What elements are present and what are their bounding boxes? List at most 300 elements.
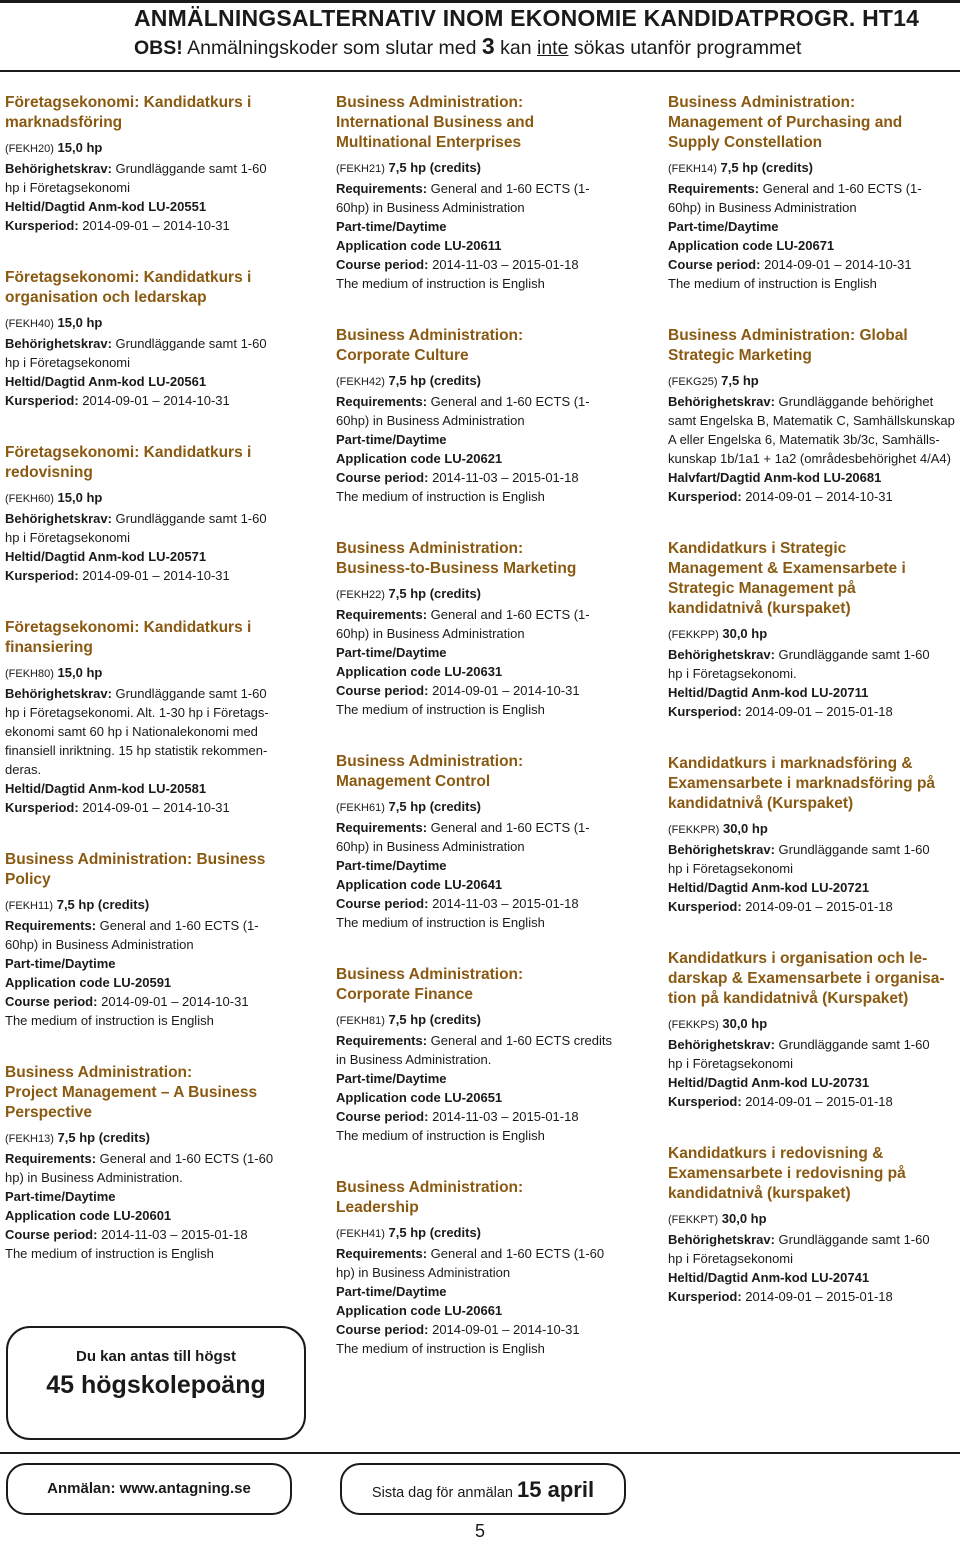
course-entry: [668, 539, 960, 721]
course-detail-line: [336, 449, 636, 468]
course-entry: [5, 268, 305, 410]
detail-key: Kursperiod:: [668, 489, 742, 504]
course-detail-line: [5, 197, 305, 216]
detail-value: Grundläggande samt 1-60: [115, 511, 267, 526]
course-code: (FEKH22): [336, 589, 385, 601]
detail-value: 2014-09-01 – 2015-01-18: [745, 704, 893, 719]
course-code-line: [336, 797, 636, 818]
page-title: ANMÄLNINGSALTERNATIV INOM EKONOMIE KANDIDATPROGR. HT14: [134, 5, 920, 31]
course-heading-line: Business-to-Business Marketing: [336, 560, 577, 577]
detail-key: Requirements:: [336, 1033, 428, 1048]
course-heading-line: International Business and: [336, 114, 535, 131]
course-heading-line: Företagsekonomi: Kandidatkurs i: [5, 444, 252, 461]
course-detail-line: [336, 894, 636, 913]
course-detail-line: [5, 954, 305, 973]
detail-key: Behörighetskrav:: [668, 1232, 775, 1247]
detail-value: 2014-09-01 – 2014-10-31: [82, 568, 230, 583]
course-entry: [668, 1144, 960, 1306]
course-code: (FEKH61): [336, 802, 385, 814]
detail-key: Part-time/Daytime: [336, 858, 447, 873]
course-code-line: [5, 138, 305, 159]
deadline-date: 15 april: [517, 1477, 595, 1502]
course-heading-line: Business Administration: Global: [668, 327, 908, 344]
page-subtitle: [134, 33, 801, 60]
course-entry: [336, 1178, 636, 1358]
course-detail-line: [336, 179, 636, 198]
course-detail-line: [336, 392, 636, 411]
course-heading-line: Företagsekonomi: Kandidatkurs i: [5, 269, 252, 286]
course-code: (FEKH81): [336, 1015, 385, 1027]
detail-key: Kursperiod:: [5, 568, 79, 583]
course-credits: 7,5 hp (credits): [57, 1130, 150, 1145]
course-detail-line: [5, 760, 305, 779]
course-detail-line: [336, 1069, 636, 1088]
course-heading-line: Leadership: [336, 1199, 419, 1216]
detail-key: Heltid/Dagtid Anm-kod LU-20551: [5, 199, 207, 214]
course-detail-line: [668, 683, 960, 702]
course-heading: [336, 539, 636, 579]
detail-value: The medium of instruction is English: [336, 915, 545, 930]
detail-value: hp) in Business Administration: [336, 1265, 511, 1280]
course-detail-line: [668, 236, 960, 255]
course-heading-line: Corporate Finance: [336, 986, 473, 1003]
detail-value: Grundläggande samt 1-60: [778, 842, 930, 857]
course-heading: [5, 618, 305, 658]
page-number: 5: [474, 1521, 485, 1541]
detail-value: General and 1-60 ECTS (1-60: [430, 1246, 605, 1261]
course-detail-line: [5, 547, 305, 566]
course-detail-line: [668, 1230, 960, 1249]
course-detail-line: [336, 468, 636, 487]
apply-link-box: [6, 1463, 292, 1515]
detail-value: 2014-09-01 – 2015-01-18: [745, 899, 893, 914]
detail-value: hp i Företagsekonomi: [5, 530, 131, 545]
detail-key: Course period:: [5, 1227, 98, 1242]
course-detail-line: [336, 1263, 636, 1282]
course-detail-line: [336, 1320, 636, 1339]
detail-key: Part-time/Daytime: [336, 1071, 447, 1086]
course-detail-line: [5, 703, 305, 722]
course-entry: [336, 326, 636, 506]
detail-value: 2014-09-01 – 2014-10-31: [101, 994, 249, 1009]
course-heading-line: Kandidatkurs i redovisning &: [668, 1145, 884, 1162]
course-heading-line: Företagsekonomi: Kandidatkurs i: [5, 94, 252, 111]
detail-key: Kursperiod:: [5, 393, 79, 408]
detail-value: hp i Företagsekonomi.: [668, 666, 797, 681]
detail-value: 2014-09-01 – 2014-10-31: [82, 800, 230, 815]
course-heading-line: Multinational Enterprises: [336, 134, 522, 151]
course-heading-line: Examensarbete i marknadsföring på: [668, 775, 936, 792]
course-code: (FEKH41): [336, 1228, 385, 1240]
course-detail-line: [668, 1249, 960, 1268]
apply-link[interactable]: Anmälan: www.antagning.se: [47, 1480, 251, 1497]
course-detail-line: [5, 353, 305, 372]
course-detail-line: [668, 840, 960, 859]
detail-value: A eller Engelska 6, Matematik 3b/3c, Samhälls-: [668, 432, 940, 447]
course-detail-line: [336, 1107, 636, 1126]
detail-key: Requirements:: [5, 918, 97, 933]
course-heading-line: finansiering: [5, 639, 93, 656]
detail-key: Application code LU-20591: [5, 975, 172, 990]
course-detail-line: [5, 1149, 305, 1168]
course-entry: [336, 965, 636, 1145]
course-heading-line: redovisning: [5, 464, 93, 481]
course-credits: 7,5 hp (credits): [388, 799, 481, 814]
detail-value: 60hp) in Business Administration: [668, 200, 857, 215]
course-detail-line: [5, 1225, 305, 1244]
detail-key: Heltid/Dagtid Anm-kod LU-20571: [5, 549, 207, 564]
course-detail-line: [5, 159, 305, 178]
course-detail-line: [668, 430, 960, 449]
obs-label: OBS!: [134, 37, 183, 59]
course-heading-line: organisation och ledarskap: [5, 289, 207, 306]
course-entry: [5, 850, 305, 1030]
detail-key: Part-time/Daytime: [668, 219, 779, 234]
course-heading-line: Management of Purchasing and: [668, 114, 903, 131]
note-post: sökas utanför programmet: [573, 37, 802, 59]
course-detail-line: [668, 179, 960, 198]
course-detail-line: [336, 856, 636, 875]
detail-key: Course period:: [5, 994, 98, 1009]
course-detail-line: [336, 1244, 636, 1263]
course-entry: [668, 754, 960, 916]
detail-value: 2014-09-01 – 2015-01-18: [745, 1289, 893, 1304]
course-credits: 30,0 hp: [722, 821, 768, 836]
course-credits: 7,5 hp (credits): [388, 586, 481, 601]
detail-value: 60hp) in Business Administration: [336, 200, 525, 215]
course-heading-line: Business Administration:: [5, 1064, 193, 1081]
course-code-line: [668, 624, 960, 645]
course-heading: [5, 268, 305, 308]
course-code-line: [5, 895, 305, 916]
course-heading: [668, 539, 960, 619]
detail-key: Part-time/Daytime: [5, 1189, 116, 1204]
course-detail-line: [5, 779, 305, 798]
detail-key: Requirements:: [336, 607, 428, 622]
course-detail-line: [336, 605, 636, 624]
course-credits: 15,0 hp: [57, 140, 103, 155]
detail-value: hp) in Business Administration.: [5, 1170, 183, 1185]
course-code: (FEKH60): [5, 493, 54, 505]
course-detail-line: [5, 798, 305, 817]
detail-key: Course period:: [336, 1322, 429, 1337]
course-entry: [5, 618, 305, 817]
course-detail-line: [668, 1073, 960, 1092]
course-detail-line: [5, 1244, 305, 1263]
detail-value: in Business Administration.: [336, 1052, 492, 1067]
course-entry: [668, 326, 960, 506]
detail-value: 2014-11-03 – 2015-01-18: [432, 896, 579, 911]
detail-value: hp i Företagsekonomi: [668, 861, 794, 876]
course-code: (FEKKPR): [668, 824, 720, 836]
course-credits: 15,0 hp: [57, 315, 103, 330]
detail-value: 2014-11-03 – 2015-01-18: [101, 1227, 248, 1242]
detail-key: Application code LU-20611: [336, 238, 502, 253]
course-detail-line: [5, 509, 305, 528]
detail-key: Course period:: [336, 257, 429, 272]
course-detail-line: [5, 741, 305, 760]
detail-key: Application code LU-20631: [336, 664, 503, 679]
course-heading: [668, 949, 960, 1009]
detail-key: Behörighetskrav:: [5, 511, 112, 526]
detail-value: Grundläggande samt 1-60: [115, 686, 267, 701]
detail-value: deras.: [5, 762, 42, 777]
course-entry: [668, 949, 960, 1111]
detail-key: Course period:: [336, 1109, 429, 1124]
detail-key: Behörighetskrav:: [668, 394, 775, 409]
course-code: (FEKKPT): [668, 1214, 719, 1226]
course-credits: 30,0 hp: [722, 1016, 768, 1031]
detail-key: Application code LU-20651: [336, 1090, 503, 1105]
course-heading-line: Strategic Management på: [668, 580, 856, 597]
course-heading: [668, 326, 960, 366]
max-credits-line1: Du kan antas till högst: [75, 1348, 237, 1365]
detail-value: Grundläggande samt 1-60: [778, 647, 930, 662]
course-credits: 15,0 hp: [57, 665, 103, 680]
header-rule: [0, 70, 960, 72]
course-heading: [5, 443, 305, 483]
course-detail-line: [5, 178, 305, 197]
course-code: (FEKH14): [668, 163, 717, 175]
detail-value: General and 1-60 ECTS (1-: [762, 181, 922, 196]
detail-key: Kursperiod:: [668, 1094, 742, 1109]
course-code: (FEKH40): [5, 318, 54, 330]
course-entry: [5, 1063, 305, 1263]
course-detail-line: [668, 468, 960, 487]
course-detail-line: [336, 818, 636, 837]
detail-value: General and 1-60 ECTS credits: [430, 1033, 613, 1048]
max-credits-line2: 45 högskolepoäng: [46, 1371, 266, 1399]
course-detail-line: [336, 875, 636, 894]
detail-value: General and 1-60 ECTS (1-: [430, 820, 590, 835]
course-heading-line: Examensarbete i redovisning på: [668, 1165, 906, 1182]
course-code-line: [5, 1128, 305, 1149]
detail-key: Part-time/Daytime: [336, 1284, 447, 1299]
course-heading-line: Företagsekonomi: Kandidatkurs i: [5, 619, 252, 636]
course-detail-line: [336, 1339, 636, 1358]
course-detail-line: [336, 1088, 636, 1107]
course-detail-line: [668, 487, 960, 506]
detail-value: Grundläggande behörighet: [778, 394, 934, 409]
deadline-text: [342, 1465, 624, 1518]
detail-key: Course period:: [668, 257, 761, 272]
course-heading: [668, 93, 960, 153]
course-detail-line: [336, 198, 636, 217]
detail-key: Part-time/Daytime: [336, 219, 447, 234]
detail-value: 60hp) in Business Administration: [5, 937, 194, 952]
detail-key: Behörighetskrav:: [5, 686, 112, 701]
course-heading: [336, 93, 636, 153]
course-detail-line: [336, 1126, 636, 1145]
course-code-line: [668, 819, 960, 840]
course-code-line: [5, 663, 305, 684]
course-heading-line: marknadsföring: [5, 114, 123, 131]
course-detail-line: [668, 897, 960, 916]
course-code-line: [336, 158, 636, 179]
detail-value: kunskap 1b/1a1 + 1a2 (områdesbehörighet 4/A4): [668, 451, 951, 466]
course-detail-line: [668, 1287, 960, 1306]
course-detail-line: [5, 973, 305, 992]
course-code: (FEKKPP): [668, 629, 719, 641]
course-detail-line: [336, 1301, 636, 1320]
course-credits: 15,0 hp: [57, 490, 103, 505]
course-detail-line: [668, 255, 960, 274]
course-detail-line: [5, 992, 305, 1011]
detail-key: Heltid/Dagtid Anm-kod LU-20561: [5, 374, 207, 389]
detail-value: General and 1-60 ECTS (1-: [430, 607, 590, 622]
detail-value: 2014-11-03 – 2015-01-18: [432, 470, 579, 485]
course-entry: [5, 93, 305, 235]
course-heading-line: Business Administration:: [336, 540, 524, 557]
course-heading-line: Business Administration:: [336, 327, 524, 344]
max-credits-box: [6, 1326, 306, 1440]
detail-value: hp i Företagsekonomi: [668, 1056, 794, 1071]
detail-value: Grundläggande samt 1-60: [778, 1037, 930, 1052]
course-code-line: [668, 158, 960, 179]
course-detail-line: [5, 391, 305, 410]
detail-key: Application code LU-20601: [5, 1208, 172, 1223]
course-detail-line: [5, 1011, 305, 1030]
detail-value: Grundläggande samt 1-60: [778, 1232, 930, 1247]
course-detail-line: [5, 1168, 305, 1187]
course-detail-line: [336, 1031, 636, 1050]
course-detail-line: [336, 411, 636, 430]
top-rule: [0, 0, 960, 3]
detail-key: Behörighetskrav:: [668, 1037, 775, 1052]
course-heading-line: Business Administration:: [336, 753, 524, 770]
detail-value: 2014-09-01 – 2014-10-31: [764, 257, 912, 272]
course-heading: [668, 1144, 960, 1204]
column-3: [668, 93, 960, 1339]
course-detail-line: [5, 722, 305, 741]
detail-key: Requirements:: [336, 1246, 428, 1261]
course-detail-line: [336, 217, 636, 236]
course-entry: [336, 93, 636, 293]
course-heading: [336, 752, 636, 792]
course-detail-line: [668, 859, 960, 878]
detail-key: Heltid/Dagtid Anm-kod LU-20711: [668, 685, 869, 700]
course-detail-line: [5, 334, 305, 353]
course-detail-line: [5, 684, 305, 703]
course-heading-line: Business Administration: Business: [5, 851, 266, 868]
detail-key: Heltid/Dagtid Anm-kod LU-20731: [668, 1075, 870, 1090]
course-code: (FEKKPS): [668, 1019, 719, 1031]
course-detail-line: [668, 1054, 960, 1073]
detail-value: 2014-09-01 – 2014-10-31: [432, 1322, 580, 1337]
course-detail-line: [5, 528, 305, 547]
detail-value: 2014-09-01 – 2014-10-31: [82, 393, 230, 408]
course-detail-line: [668, 702, 960, 721]
column-2: [336, 93, 636, 1391]
course-code: (FEKH80): [5, 668, 54, 680]
course-detail-line: [336, 487, 636, 506]
detail-key: Halvfart/Dagtid Anm-kod LU-20681: [668, 470, 882, 485]
detail-value: hp i Företagsekonomi. Alt. 1-30 hp i Företags-: [5, 705, 269, 720]
course-heading: [336, 1178, 636, 1218]
detail-value: The medium of instruction is English: [336, 702, 545, 717]
column-1: [5, 93, 305, 1296]
detail-key: Heltid/Dagtid Anm-kod LU-20581: [5, 781, 207, 796]
course-code-line: [668, 1014, 960, 1035]
detail-key: Heltid/Dagtid Anm-kod LU-20741: [668, 1270, 870, 1285]
detail-key: Behörighetskrav:: [5, 336, 112, 351]
course-detail-line: [668, 1268, 960, 1287]
course-detail-line: [5, 916, 305, 935]
detail-value: The medium of instruction is English: [5, 1246, 214, 1261]
course-heading-line: kandidatnivå (kurspaket): [668, 1185, 851, 1202]
course-heading-line: darskap & Examensarbete i organisa-: [668, 970, 945, 987]
detail-key: Kursperiod:: [668, 704, 742, 719]
course-heading-line: Supply Constellation: [668, 134, 823, 151]
course-detail-line: [668, 878, 960, 897]
detail-key: Application code LU-20671: [668, 238, 835, 253]
course-detail-line: [668, 392, 960, 411]
detail-value: 2014-09-01 – 2015-01-18: [745, 1094, 893, 1109]
detail-value: The medium of instruction is English: [5, 1013, 214, 1028]
detail-key: Requirements:: [336, 181, 428, 196]
detail-value: Grundläggande samt 1-60: [115, 336, 267, 351]
detail-value: General and 1-60 ECTS (1-60: [99, 1151, 274, 1166]
course-detail-line: [668, 411, 960, 430]
course-detail-line: [336, 700, 636, 719]
course-entry: [336, 752, 636, 932]
note-inte: inte: [537, 37, 569, 59]
course-heading-line: kandidatnivå (kurspaket): [668, 600, 851, 617]
course-heading-line: Perspective: [5, 1104, 93, 1121]
course-detail-line: [336, 624, 636, 643]
course-detail-line: [336, 255, 636, 274]
course-heading-line: Kandidatkurs i marknadsföring &: [668, 755, 913, 772]
detail-key: Application code LU-20641: [336, 877, 503, 892]
detail-key: Requirements:: [336, 820, 428, 835]
course-detail-line: [336, 643, 636, 662]
detail-key: Behörighetskrav:: [5, 161, 112, 176]
course-code-line: [668, 371, 960, 392]
course-detail-line: [336, 1282, 636, 1301]
detail-value: hp i Företagsekonomi: [5, 180, 131, 195]
detail-value: 60hp) in Business Administration: [336, 413, 525, 428]
course-heading-line: Corporate Culture: [336, 347, 469, 364]
detail-key: Kursperiod:: [5, 800, 79, 815]
detail-key: Requirements:: [336, 394, 428, 409]
course-code: (FEKH42): [336, 376, 385, 388]
course-detail-line: [336, 681, 636, 700]
detail-key: Kursperiod:: [5, 218, 79, 233]
course-credits: 7,5 hp (credits): [56, 897, 150, 912]
course-code-line: [5, 488, 305, 509]
course-code-line: [336, 584, 636, 605]
course-heading-line: tion på kandidatnivå (Kurspaket): [668, 990, 909, 1007]
course-heading-line: Business Administration:: [336, 966, 524, 983]
course-detail-line: [336, 1050, 636, 1069]
course-credits: 7,5 hp (credits): [388, 160, 481, 175]
course-detail-line: [668, 198, 960, 217]
course-detail-line: [336, 430, 636, 449]
course-credits: 30,0 hp: [722, 626, 768, 641]
course-code-line: [336, 1223, 636, 1244]
course-detail-line: [5, 1187, 305, 1206]
detail-value: The medium of instruction is English: [336, 276, 545, 291]
course-detail-line: [668, 1092, 960, 1111]
course-code: (FEKH20): [5, 143, 54, 155]
course-credits: 7,5 hp (credits): [720, 160, 813, 175]
detail-key: Course period:: [336, 896, 429, 911]
course-code-line: [668, 1209, 960, 1230]
detail-value: The medium of instruction is English: [336, 489, 545, 504]
course-heading-line: Management Control: [336, 773, 491, 790]
course-heading: [5, 93, 305, 133]
course-detail-line: [668, 645, 960, 664]
